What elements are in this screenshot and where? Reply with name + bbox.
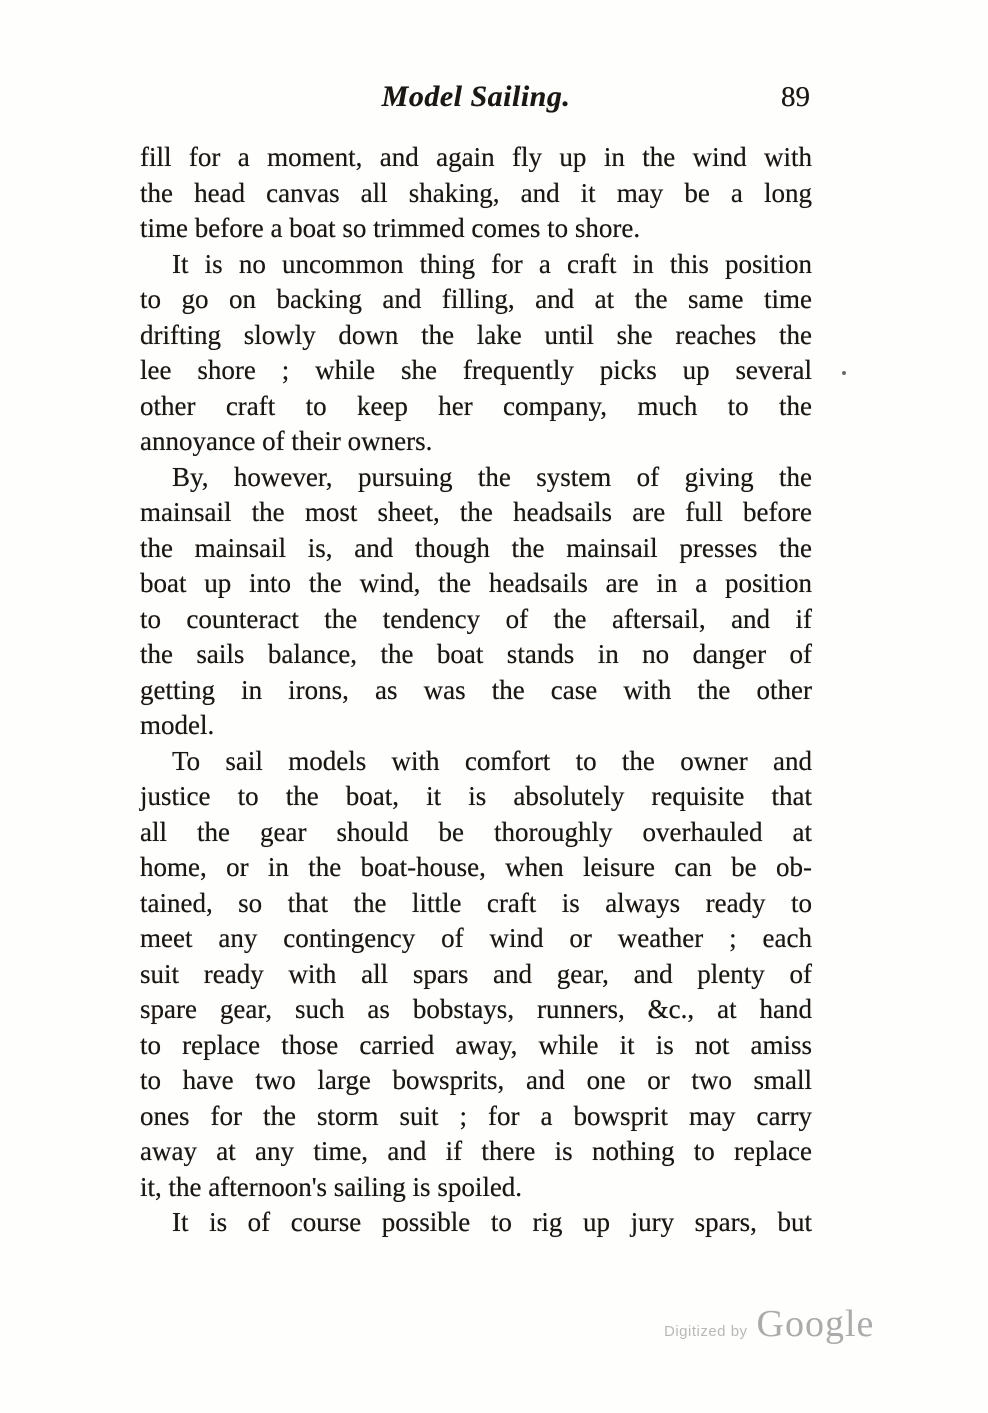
text-line: to counteract the tendency of the aftersail, and if: [140, 603, 812, 634]
text-line: drifting slowly down the lake until she reaches the: [140, 319, 812, 350]
text-line: To sail models with comfort to the owner and: [172, 745, 812, 776]
text-line: boat up into the wind, the headsails are in a position: [140, 568, 812, 598]
paragraph: [140, 1205, 812, 1241]
text-line: lee shore ; while she frequently picks up several: [140, 355, 812, 385]
text-line: time before a boat so trimmed comes to shore.: [140, 213, 641, 243]
running-title: Model Sailing.: [381, 80, 571, 113]
paragraph: [140, 744, 812, 1206]
text-line: other craft to keep her company, much to the: [140, 390, 812, 421]
paragraph: [140, 140, 812, 247]
text-line: ones for the storm suit ; for a bowsprit may carry: [140, 1100, 812, 1131]
text-line: the mainsail is, and though the mainsail presses the: [140, 532, 812, 563]
text-line: the sails balance, the boat stands in no danger of: [140, 639, 812, 669]
page-header: [140, 80, 812, 120]
paragraph: [140, 247, 812, 460]
text-line: annoyance of their owners.: [140, 426, 433, 456]
text-line: fill for a moment, and again fly up in the wind with: [140, 142, 812, 172]
digitization-watermark: [664, 1302, 874, 1346]
text-line: It is no uncommon thing for a craft in this position: [172, 248, 812, 279]
text-line: suit ready with all spars and gear, and plenty of: [140, 958, 812, 989]
text-line: It is of course possible to rig up jury spars, but: [172, 1207, 812, 1237]
text-line: to have two large bowsprits, and one or two small: [140, 1065, 812, 1095]
text-line: spare gear, such as bobstays, runners, &c., at hand: [140, 994, 812, 1024]
text-line: model.: [140, 710, 215, 740]
page-body: [140, 140, 812, 1241]
text-line: By, however, pursuing the system of giving the: [172, 461, 812, 492]
text-line: to go on backing and filling, and at the same time: [140, 284, 812, 314]
ink-spot: [842, 371, 846, 375]
text-line: away at any time, and if there is nothing to replace: [140, 1136, 812, 1166]
text-line: tained, so that the little craft is always ready to: [140, 887, 812, 918]
text-line: getting in irons, as was the case with the other: [140, 674, 812, 705]
google-logo: Google: [756, 1303, 875, 1345]
paragraph: [140, 460, 812, 744]
page-number: 89: [781, 81, 810, 113]
watermark-prefix: Digitized by: [664, 1323, 748, 1340]
text-line: justice to the boat, it is absolutely requisite that: [140, 781, 812, 811]
text-line: the head canvas all shaking, and it may be a long: [140, 177, 812, 208]
text-line: home, or in the boat-house, when leisure can be ob-: [140, 852, 812, 882]
text-line: meet any contingency of wind or weather ; each: [140, 923, 812, 953]
text-line: mainsail the most sheet, the headsails are full before: [140, 497, 812, 527]
text-line: all the gear should be thoroughly overhauled at: [140, 816, 812, 847]
text-line: it, the afternoon's sailing is spoiled.: [140, 1171, 523, 1202]
text-line: to replace those carried away, while it is not amiss: [140, 1029, 812, 1060]
